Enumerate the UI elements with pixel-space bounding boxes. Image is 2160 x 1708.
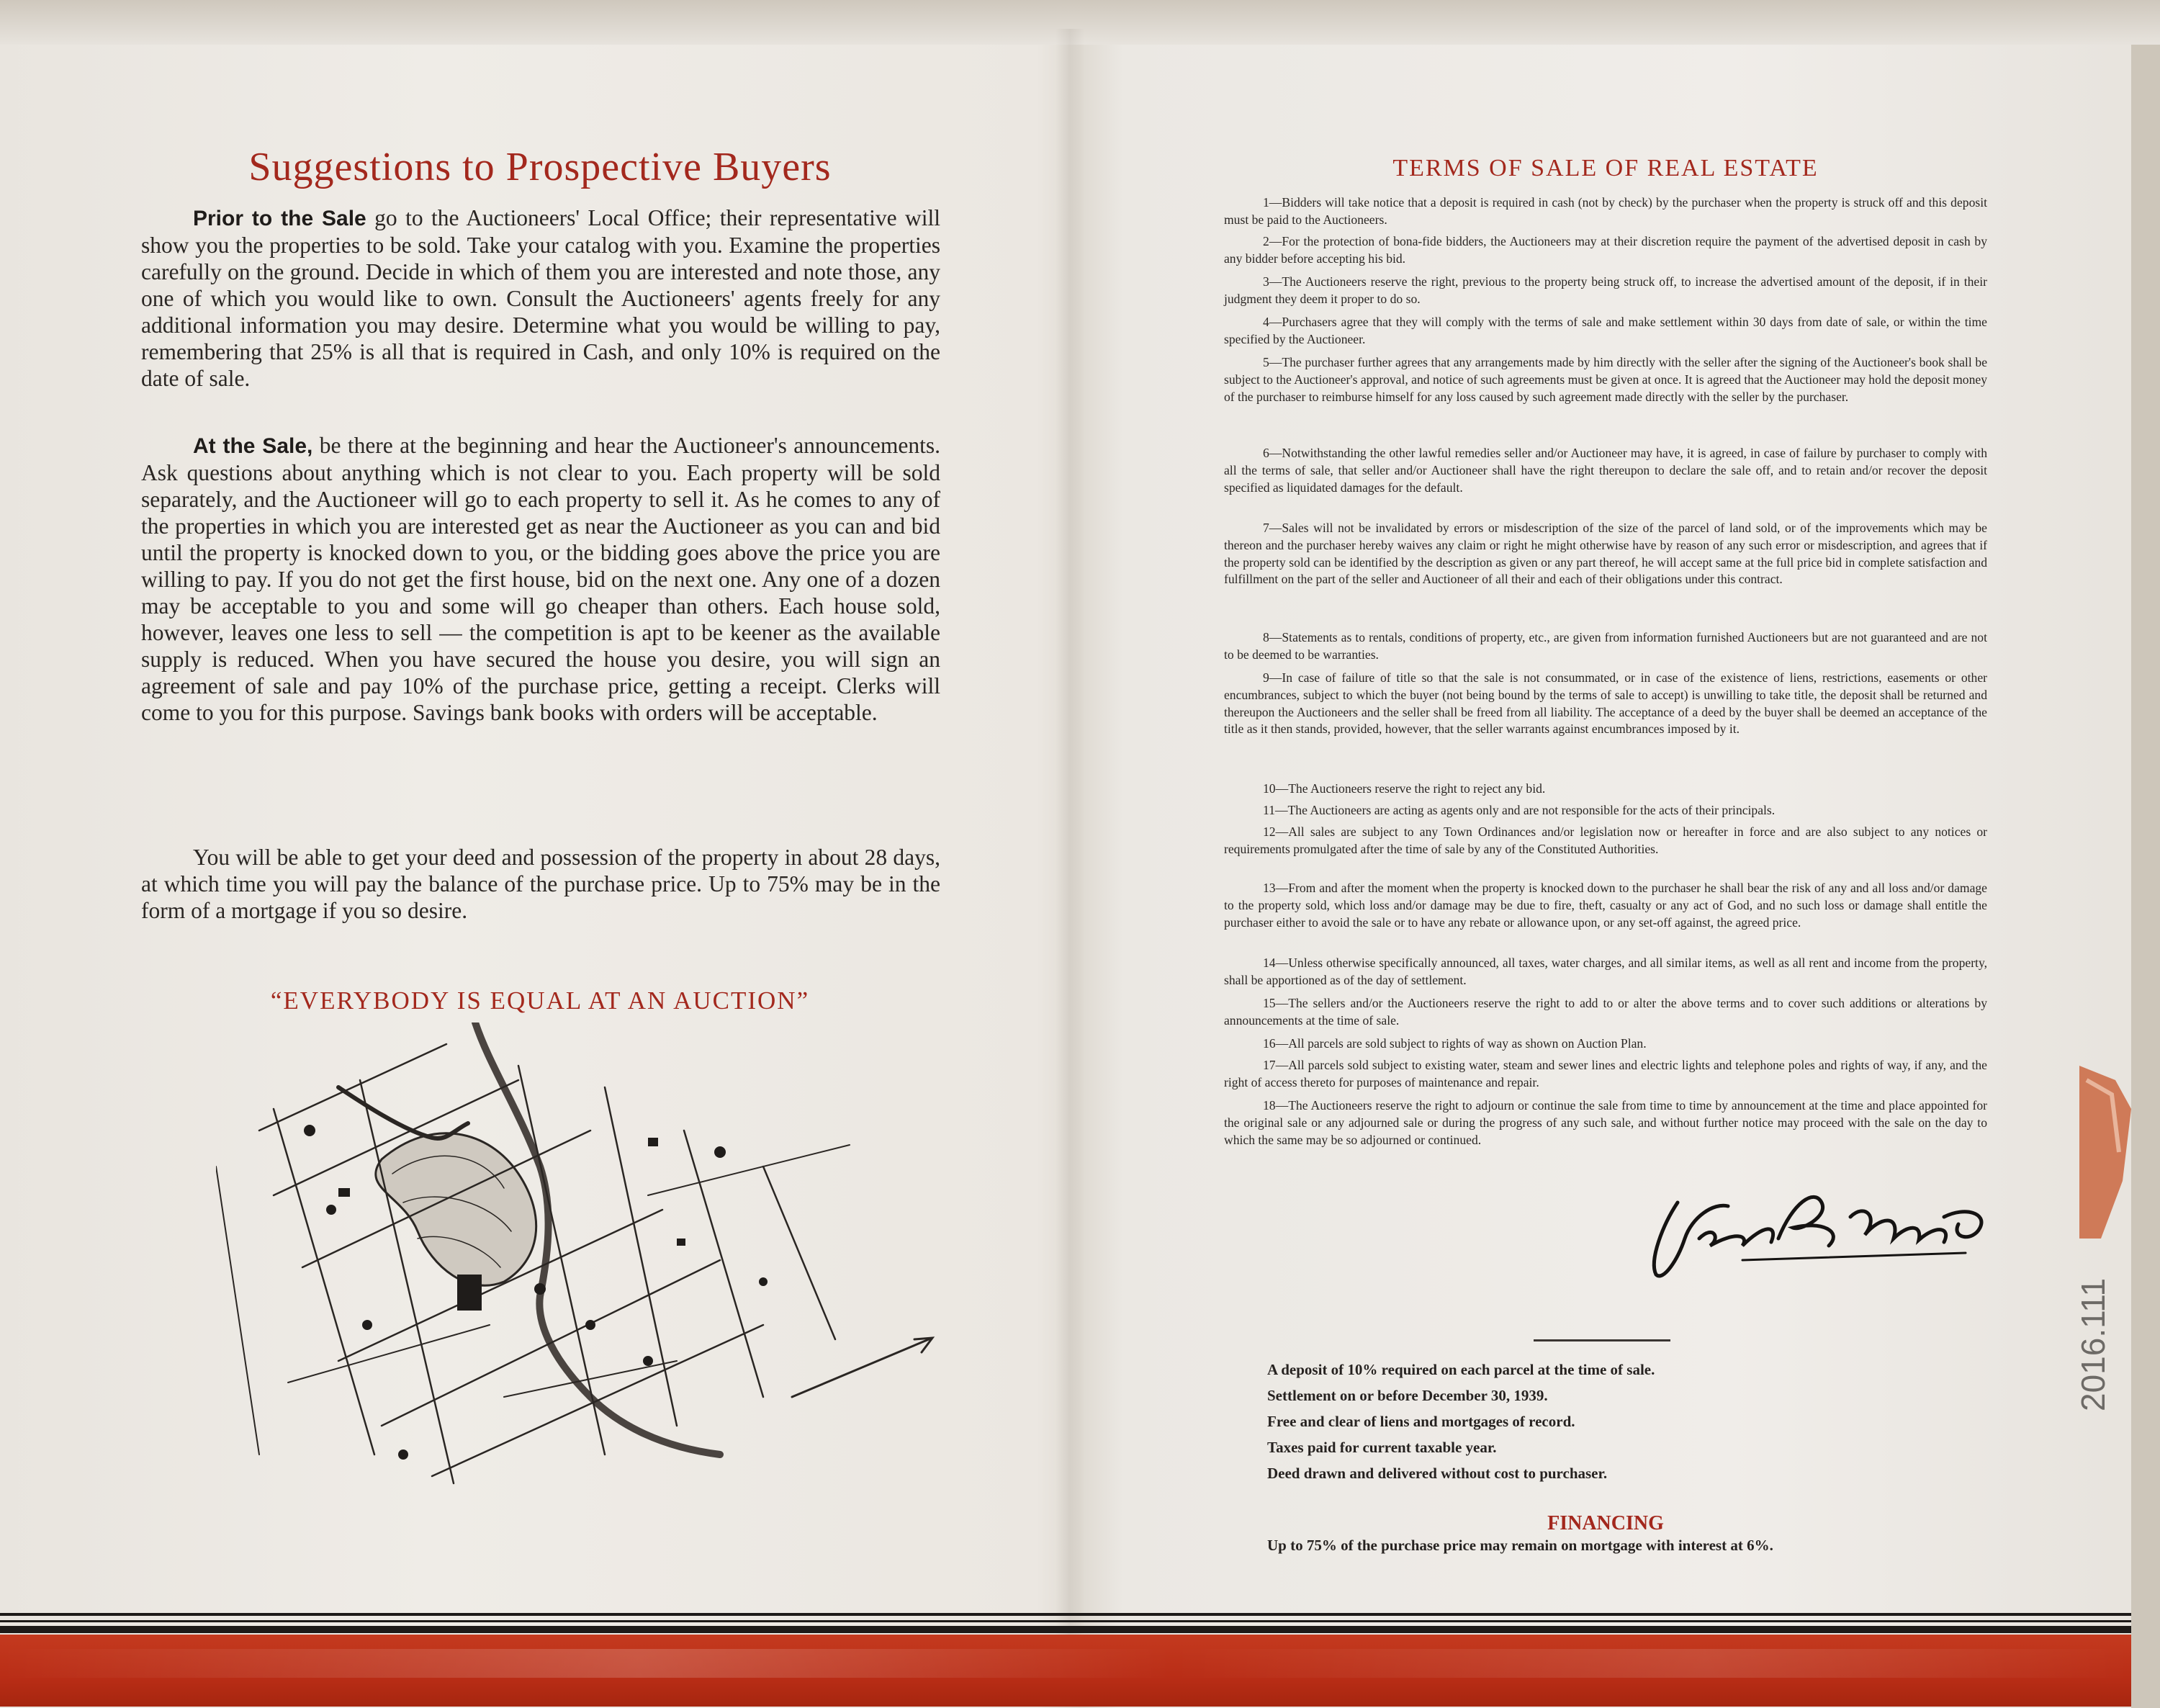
term-4: 4—Purchasers agree that they will comply with the terms of sale and make settlement within 30 days from date of sale, or within the time specified by the Auctioneer. bbox=[1224, 315, 1987, 346]
band-gloss bbox=[0, 1649, 2131, 1678]
term-18: 18—The Auctioneers reserve the right to adjourn or continue the sale from time to time by announcement at the time and place appointed for the original sale or any adjourned sale or during the progress of any such sale, and without further notice may proceed with the sale on the day to which the same may be so adjourned or continued. bbox=[1224, 1098, 1987, 1147]
condition-deed: Deed drawn and delivered without cost to purchaser. bbox=[1267, 1465, 1608, 1482]
term-12: 12—All sales are subject to any Town Ordinances and/or legislation now or hereafter in force and are also subject to any notices or requirements promulgated after the time of sale by any of the Constituted Authorities. bbox=[1224, 824, 1987, 856]
condition-taxes: Taxes paid for current taxable year. bbox=[1267, 1439, 1497, 1456]
term-3: 3—The Auctioneers reserve the right, previous to the property being struck off, to increase the advertised amount of the deposit, if in their judgment they deem it proper to do so. bbox=[1224, 274, 1987, 306]
accession-number: 2016.111 bbox=[2074, 1277, 2112, 1411]
term-15: 15—The sellers and/or the Auctioneers reserve the right to add to or alter the above terms and to cover such additions or alterations by announcements at the time of sale. bbox=[1224, 996, 1987, 1028]
term-9: 9—In case of failure of title so that the sale is not consummated, or in case of the existence of liens, restrictions, easements or other encumbrances, subject to which the buyer (not being bound by the terms of sale to accept) is unwilling to take title, the deposit shall be returned and thereupon the Auctioneers and the seller shall be freed from all liability. The acceptance of a deed by the buyer shall be deemed an acceptance of the title as it then stands, provided, however, that the seller warrants against encumbrances imposed by it. bbox=[1224, 670, 1987, 737]
paragraph-prior-to-sale bbox=[141, 204, 940, 392]
left-page-title: Suggestions to Prospective Buyers bbox=[248, 145, 832, 189]
term-1: 1—Bidders will take notice that a deposit is required in cash (not by check) by the purchaser when the property is struck off and this deposit must be paid to the Auctioneers. bbox=[1224, 195, 1987, 227]
bottom-border-lines bbox=[0, 1612, 2131, 1633]
term-14: 14—Unless otherwise specifically announced, all taxes, water charges, and all similar items, as well as all rent and income from the property, shall be apportioned as of the day of settlement. bbox=[1224, 956, 1987, 987]
neighborhood-map-illustration bbox=[216, 1022, 958, 1491]
paragraph-text: go to the Auctioneers' Local Office; their representative will show you the properties to be sold. Take your catalog with you. Examine the properties carefully on the ground. Decide in which of them you are interested and note those, any one of which you would like to own. Consult the Auctioneers' agents freely for any additional information you may desire. Determine what you would be willing to pay, remembering that 25% is all that is required in Cash, and only 10% is required on the date of sale. bbox=[141, 205, 940, 391]
condition-deposit: A deposit of 10% required on each parcel at the time of sale. bbox=[1267, 1361, 1655, 1378]
condition-liens: Free and clear of liens and mortgages of record. bbox=[1267, 1413, 1575, 1430]
condition-settlement: Settlement on or before December 30, 1939. bbox=[1267, 1387, 1548, 1404]
paragraph-at-the-sale bbox=[141, 432, 940, 726]
paper-right-edge bbox=[2131, 45, 2160, 1708]
paragraph-text: be there at the beginning and hear the Auctioneer's announcements. Ask questions about anything which is not clear to you. Each property will be sold separately, and the Auctioneer will go to each property to sell it. As he comes to any of the properties in which you are interested get as near the Auctioneer as you can and bid until the property is knocked down to you, or the bidding goes above the price you are willing to pay. If you do not get the first house, bid on the next one. Any one of a dozen may be acceptable to you and some will go cheaper than others. Each house sold, however, leaves one less to sell — the competition is apt to be keener as the available supply is reduced. When you have secured the house you desire, you will sign an agreement of sale and pay 10% of the purchase price, getting a receipt. Clerks will come to you for this purpose. Savings bank books with orders will be acceptable. bbox=[141, 433, 940, 725]
center-fold bbox=[1056, 29, 1084, 1685]
motto: “EVERYBODY IS EQUAL AT AN AUCTION” bbox=[270, 986, 810, 1015]
term-10: 10—The Auctioneers reserve the right to reject any bid. bbox=[1263, 781, 1546, 796]
terms-title: TERMS OF SALE OF REAL ESTATE bbox=[1392, 155, 1819, 181]
auctioneer-signature bbox=[1634, 1174, 1994, 1289]
term-17: 17—All parcels sold subject to existing water, steam and sewer lines and electric lights and telephone poles and rights of way, if any, and the right of access thereto for purposes of maintenance and repair. bbox=[1224, 1058, 1987, 1089]
divider-rule bbox=[1534, 1339, 1670, 1341]
paragraph-lead: Prior to the Sale bbox=[193, 207, 366, 230]
financing-heading: FINANCING bbox=[1547, 1512, 1664, 1534]
term-13: 13—From and after the moment when the property is knocked down to the purchaser he shall bear the risk of any and all loss and/or damage to the property sold, which loss and/or damage may be due to fire, theft, casualty or any act of God, and no such loss or damage shall entitle the purchaser either to avoid the sale or to have any rebate or allowance upon, or any set-off against, the agreed price. bbox=[1224, 881, 1987, 930]
term-2: 2—For the protection of bona-fide bidders, the Auctioneers may at their discretion require the payment of the advertised deposit in cash by any bidder before accepting his bid. bbox=[1224, 234, 1987, 266]
term-16: 16—All parcels are sold subject to rights of way as shown on Auction Plan. bbox=[1263, 1036, 1647, 1051]
term-7: 7—Sales will not be invalidated by errors or misdescription of the size of the parcel of land sold, or of the improvements which may be thereon and the purchaser hereby waives any claim or right he might otherwise have by reason of any such error or misdescription, and agrees that if the property sold can be identified by the description as given or any part thereof, he will accept same at the full price bid in complete satisfaction and fulfillment on the part of the seller and Auctioneer of all their and each of their obligations under this contract. bbox=[1224, 521, 1987, 587]
term-8: 8—Statements as to rentals, conditions of property, etc., are given from information furnished Auctioneers but are not guaranteed and are not to be deemed to be warranties. bbox=[1224, 630, 1987, 662]
torn-corner bbox=[2079, 1066, 2131, 1239]
term-11: 11—The Auctioneers are acting as agents only and are not responsible for the acts of their principals. bbox=[1263, 803, 1776, 817]
financing-text: Up to 75% of the purchase price may remain on mortgage with interest at 6%. bbox=[1267, 1537, 1773, 1554]
paragraph-lead: At the Sale, bbox=[193, 434, 313, 458]
term-6: 6—Notwithstanding the other lawful remedies seller and/or Auctioneer may have, it is agreed, in case of failure by purchaser to comply with all the terms of sale, that seller and/or Auctioneer shall have the right thereupon to declare the sale off, and to retain and/or recover the deposit specified as liquidated damages for the default. bbox=[1224, 446, 1987, 495]
paragraph-text: You will be able to get your deed and possession of the property in about 28 days, at which time you will pay the balance of the purchase price. Up to 75% may be in the form of a mortgage if you so desire. bbox=[141, 845, 940, 923]
paragraph-deed-possession bbox=[141, 844, 940, 924]
term-5: 5—The purchaser further agrees that any arrangements made by him directly with the seller after the signing of the Auctioneer's book shall be subject to the Auctioneer's approval, and notice of such agreements must be given at once. It is agreed that the Auctioneer may hold the deposit money of the purchaser to reimburse himself for any loss caused by such agreement made directly with the seller by the purchaser. bbox=[1224, 355, 1987, 404]
